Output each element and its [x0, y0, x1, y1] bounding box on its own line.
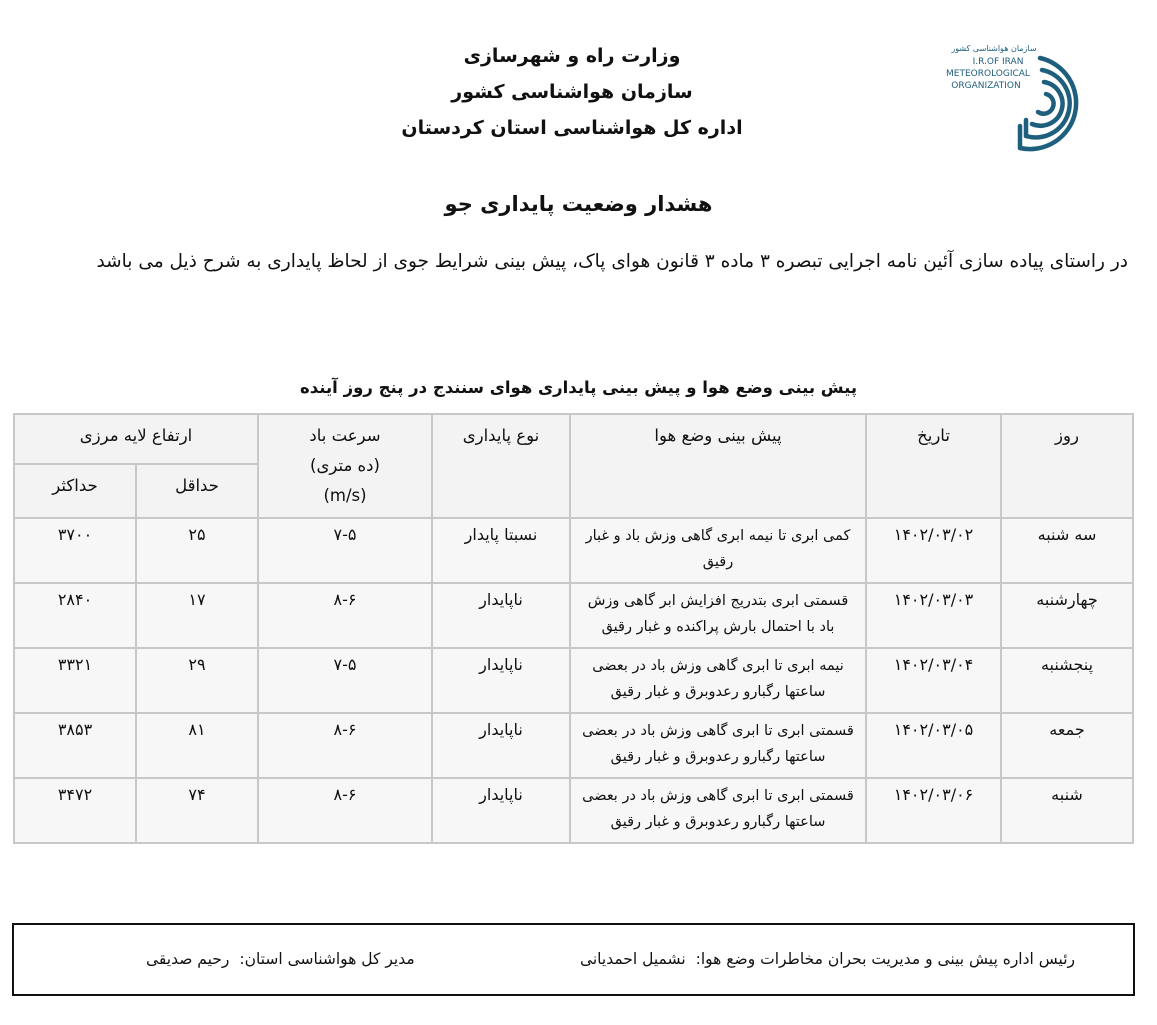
cell-stability: نسبتا پایدار: [432, 518, 570, 583]
organization-name: سازمان هواشناسی کشور: [451, 81, 693, 103]
cell-day: پنجشنبه: [1001, 648, 1133, 713]
header-wind-line3: (m/s): [323, 486, 367, 505]
cell-stability: ناپایدار: [432, 648, 570, 713]
cell-wind: ۸-۶: [258, 583, 432, 648]
cell-min: ۷۴: [136, 778, 258, 843]
cell-stability: ناپایدار: [432, 583, 570, 648]
ministry-name: وزارت راه و شهرسازی: [463, 45, 681, 67]
logo-en-line3: ORGANIZATION: [951, 81, 1021, 91]
cell-forecast: نیمه ابری تا ابری گاهی وزش باد در بعضی ساعتها رگبارو رعدوبرق و غبار رقیق: [570, 648, 866, 713]
logo-en-line1: I.R.OF IRAN: [972, 57, 1024, 67]
table-row: [14, 648, 1133, 713]
cell-wind: ۸-۶: [258, 713, 432, 778]
logo-emblem-icon: [942, 40, 1112, 160]
director-name: رحیم صدیقی: [146, 950, 230, 968]
cell-wind: ۷-۵: [258, 518, 432, 583]
cell-date: ۱۴۰۲/۰۳/۰۵: [866, 713, 1001, 778]
cell-date: ۱۴۰۲/۰۳/۰۲: [866, 518, 1001, 583]
cell-max: ۳۷۰۰: [14, 518, 136, 583]
cell-day: چهارشنبه: [1001, 583, 1133, 648]
header-forecast: پیش بینی وضع هوا: [570, 414, 866, 518]
cell-day: سه شنبه: [1001, 518, 1133, 583]
office-name: اداره کل هواشناسی استان کردستان: [401, 117, 743, 139]
header-date: تاریخ: [866, 414, 1001, 518]
cell-forecast: قسمتی ابری تا ابری گاهی وزش باد در بعضی ساعتها رگبارو رعدوبرق و غبار رقیق: [570, 713, 866, 778]
cell-min: ۲۵: [136, 518, 258, 583]
logo-persian-text: سازمان هواشناسی کشور: [951, 44, 1037, 53]
table-title: پیش بینی وضع هوا و پیش بینی پایداری هوای سنندج در پنج روز آینده: [299, 378, 858, 397]
intro-paragraph: در راستای پیاده سازی آئین نامه اجرایی تبصره ۳ ماده ۳ قانون هوای پاک، پیش بینی شرایط جوی از لحاظ پایداری به شرح ذیل می باشد: [96, 251, 1128, 272]
director-signature: [146, 950, 415, 968]
header-boundary-layer: ارتفاع لایه مرزی: [14, 414, 258, 464]
cell-min: ۲۹: [136, 648, 258, 713]
header-min: حداقل: [136, 464, 258, 518]
cell-max: ۲۸۴۰: [14, 583, 136, 648]
cell-day: جمعه: [1001, 713, 1133, 778]
cell-forecast: قسمتی ابری بتدریج افزایش ابر گاهی وزش باد با احتمال بارش پراکنده و غبار رقیق: [570, 583, 866, 648]
letterhead: [372, 38, 772, 146]
director-label: مدیر کل هواشناسی استان:: [239, 950, 415, 968]
cell-date: ۱۴۰۲/۰۳/۰۶: [866, 778, 1001, 843]
header-wind-line1: سرعت باد: [309, 426, 381, 445]
chief-name: نشمیل احمدیانی: [579, 950, 686, 968]
forecast-table: [13, 413, 1134, 844]
header-wind-line2: (ده متری): [310, 456, 380, 475]
cell-day: شنبه: [1001, 778, 1133, 843]
cell-stability: ناپایدار: [432, 713, 570, 778]
cell-max: ۳۸۵۳: [14, 713, 136, 778]
header-max: حداکثر: [14, 464, 136, 518]
signature-box: [12, 923, 1135, 996]
cell-forecast: قسمتی ابری تا ابری گاهی وزش باد در بعضی ساعتها رگبارو رعدوبرق و غبار رقیق: [570, 778, 866, 843]
chief-label: رئیس اداره پیش بینی و مدیریت بحران مخاطرات وضع هوا:: [695, 950, 1075, 968]
cell-min: ۱۷: [136, 583, 258, 648]
table-row: [14, 713, 1133, 778]
cell-wind: ۸-۶: [258, 778, 432, 843]
table-row: [14, 518, 1133, 583]
table-row: [14, 583, 1133, 648]
cell-wind: ۷-۵: [258, 648, 432, 713]
meteorological-organization-logo: [942, 40, 1112, 160]
cell-date: ۱۴۰۲/۰۳/۰۳: [866, 583, 1001, 648]
cell-stability: ناپایدار: [432, 778, 570, 843]
document-title: هشدار وضعیت پایداری جو: [444, 192, 713, 216]
cell-max: ۳۳۲۱: [14, 648, 136, 713]
header-stability: نوع پایداری: [432, 414, 570, 518]
cell-max: ۳۴۷۲: [14, 778, 136, 843]
header-day: روز: [1001, 414, 1133, 518]
table-row: [14, 778, 1133, 843]
logo-en-line2: METEOROLOGICAL: [946, 69, 1030, 79]
cell-forecast: کمی ابری تا نیمه ابری گاهی وزش باد و غبار رقیق: [570, 518, 866, 583]
cell-date: ۱۴۰۲/۰۳/۰۴: [866, 648, 1001, 713]
forecast-chief-signature: [580, 950, 1075, 968]
cell-min: ۸۱: [136, 713, 258, 778]
header-wind-speed: [258, 414, 432, 518]
